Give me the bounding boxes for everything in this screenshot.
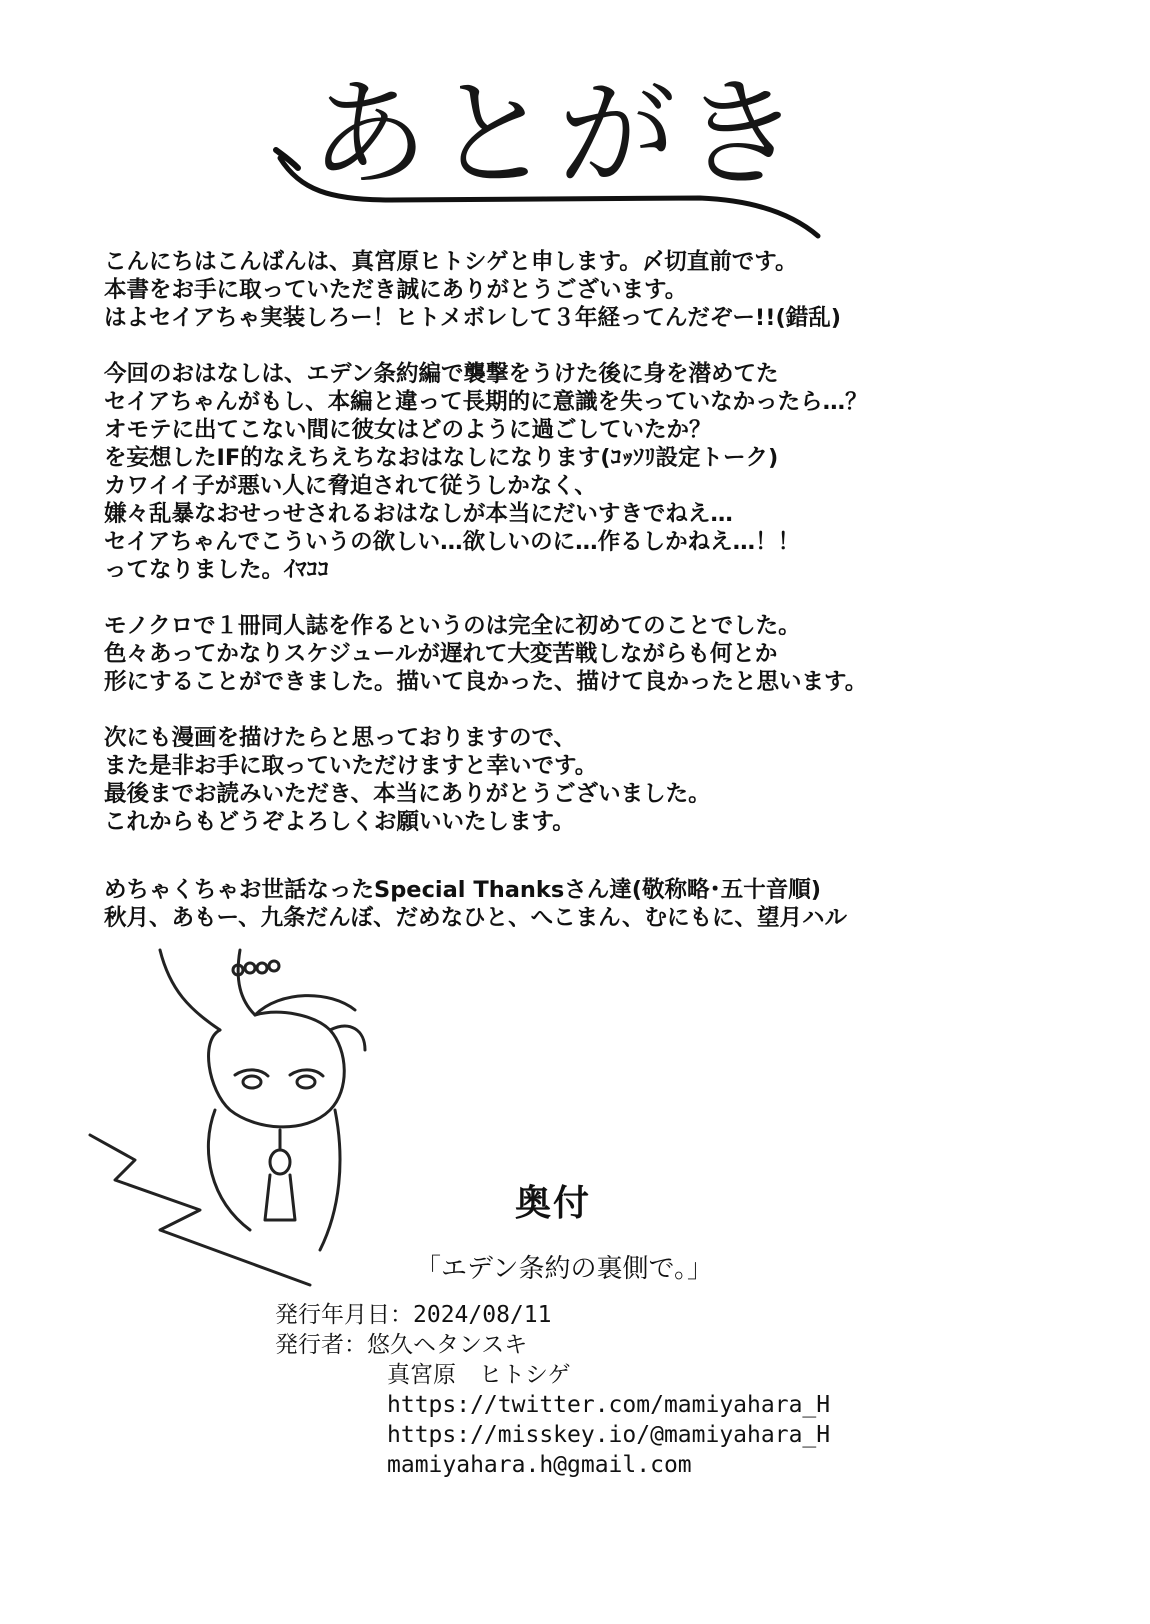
publisher-label: 発行者： [275, 1332, 367, 1358]
publish-date-label: 発行年月日： [275, 1302, 413, 1328]
paragraph-greeting [104, 248, 1114, 332]
book-title: 「エデン条約の裏側で。」 [415, 1254, 713, 1284]
publish-date-row [275, 1300, 830, 1330]
afterword-title-text: あとがき [310, 65, 807, 203]
title-underline-brush [270, 40, 830, 240]
circle-name: 悠久ヘタンスキ [367, 1332, 528, 1358]
author-name: 真宮原 ヒトシゲ [387, 1362, 571, 1388]
text-line: 色々あってかなりスケジュールが遅れて大変苦戦しながらも何とか [104, 641, 778, 667]
email-address: mamiyahara.h@gmail.com [387, 1452, 692, 1478]
text-line: 次にも漫画を描けたらと思っておりますので、 [104, 725, 577, 751]
text-line: はよセイアちゃ実装しろー！ヒトメボレして３年経ってんだぞー!!(錯乱) [104, 305, 842, 331]
twitter-link: https://twitter.com/mamiyahara_H [387, 1392, 831, 1418]
afterword-body [104, 248, 1114, 864]
mascot-illustration [80, 930, 400, 1300]
colophon-details [275, 1300, 830, 1480]
text-line: カワイイ子が悪い人に脅迫されて従うしかなく、 [104, 473, 597, 499]
text-line: セイアちゃんでこういうの欲しい…欲しいのに…作るしかねえ…！！ [104, 529, 801, 555]
special-thanks-heading: めちゃくちゃお世話なったSpecial Thanksさん達(敬称略･五十音順) [104, 877, 822, 903]
text-line: 今回のおはなしは、エデン条約編で襲撃をうけた後に身を潜めてた [104, 361, 779, 387]
text-line: ってなりました。ｲﾏｺｺ [104, 557, 330, 583]
text-line: 最後までお読みいただき、本当にありがとうございました。 [104, 781, 711, 807]
paragraph-production [104, 612, 1114, 696]
publisher-row [275, 1330, 830, 1360]
afterword-title [270, 40, 830, 240]
text-line: また是非お手に取っていただけますと幸いです。 [104, 753, 598, 779]
text-line: を妄想したIF的なえちえちなおはなしになります(ｺｯｿﾘ設定トーク) [104, 445, 779, 471]
text-line: 本書をお手に取っていただき誠にありがとうございます。 [104, 277, 688, 303]
text-line: モノクロで１冊同人誌を作るというのは完全に初めてのことでした。 [104, 613, 801, 639]
text-line: これからもどうぞよろしくお願いいたします。 [104, 809, 575, 835]
text-line: こんにちはこんばんは、真宮原ヒトシゲと申します。〆切直前です。 [104, 249, 798, 275]
special-thanks [104, 876, 847, 932]
text-line: 形にすることができました。描いて良かった、描けて良かったと思います。 [104, 669, 868, 695]
paragraph-story [104, 360, 1114, 584]
paragraph-closing [104, 724, 1114, 836]
special-thanks-names: 秋月、あもー、九条だんぼ、だめなひと、へこまん、むにもに、望月ハル [104, 905, 847, 931]
publish-date-value: 2024/08/11 [413, 1302, 552, 1328]
text-line: 嫌々乱暴なおせっせされるおはなしが本当にだいすきでねえ… [104, 501, 733, 527]
text-line: オモテに出てこない間に彼女はどのように過ごしていたか？ [104, 417, 712, 443]
text-line: セイアちゃんがもし、本編と違って長期的に意識を失っていなかったら…？ [104, 389, 868, 415]
misskey-link: https://misskey.io/@mamiyahara_H [387, 1422, 831, 1448]
colophon-heading: 奥付 [515, 1183, 592, 1224]
